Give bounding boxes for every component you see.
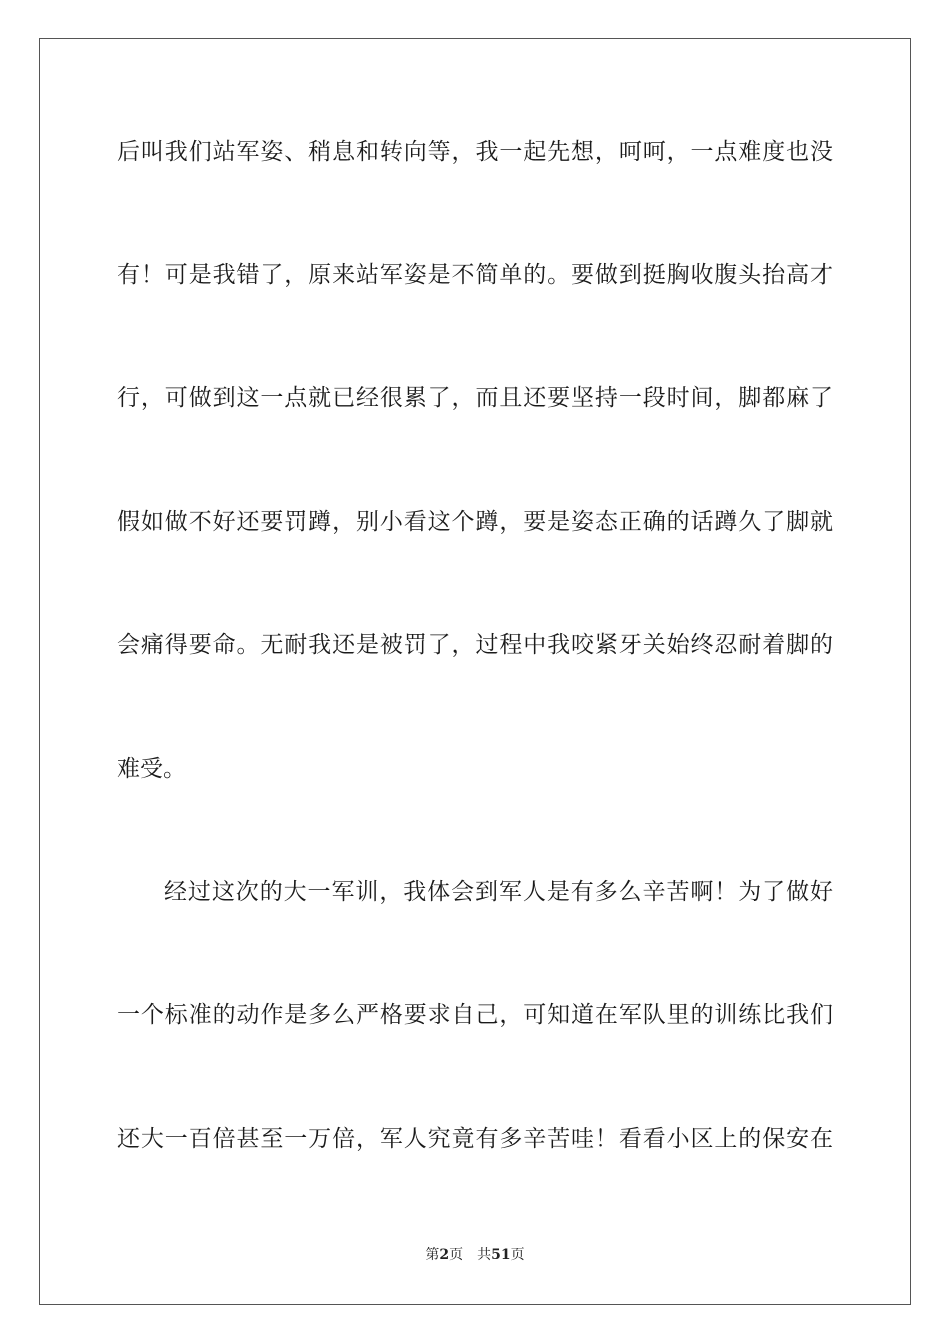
footer-total-suffix: 页 bbox=[510, 1247, 525, 1263]
text-line-7: 经过这次的大一军训，我体会到军人是有多么辛苦啊！为了做好 bbox=[164, 879, 833, 905]
footer-total-prefix: 共 bbox=[477, 1247, 492, 1263]
text-line-1: 后叫我们站军姿、稍息和转向等，我一起先想，呵呵，一点难度也没 bbox=[117, 139, 833, 165]
page-footer bbox=[0, 1246, 950, 1264]
text-line-8: 一个标准的动作是多么严格要求自己，可知道在军队里的训练比我们 bbox=[117, 1002, 833, 1028]
page-border bbox=[39, 38, 911, 1305]
text-line-2: 有！可是我错了，原来站军姿是不简单的。要做到挺胸收腹头抬高才 bbox=[117, 262, 833, 288]
text-line-9: 还大一百倍甚至一万倍，军人究竟有多辛苦哇！看看小区上的保安在 bbox=[117, 1126, 833, 1152]
footer-page-prefix: 第 bbox=[425, 1247, 440, 1263]
text-line-3: 行，可做到这一点就已经很累了，而且还要坚持一段时间，脚都麻了 bbox=[117, 385, 833, 411]
text-line-5: 会痛得要命。无耐我还是被罚了，过程中我咬紧牙关始终忍耐着脚的 bbox=[117, 632, 833, 658]
text-line-4: 假如做不好还要罚蹲，别小看这个蹲，要是姿态正确的话蹲久了脚就 bbox=[117, 509, 833, 535]
footer-total-pages: 51 bbox=[491, 1247, 511, 1263]
footer-page-suffix: 页 bbox=[449, 1247, 464, 1263]
text-line-6: 难受。 bbox=[117, 756, 186, 782]
footer-page-number: 2 bbox=[439, 1247, 450, 1263]
